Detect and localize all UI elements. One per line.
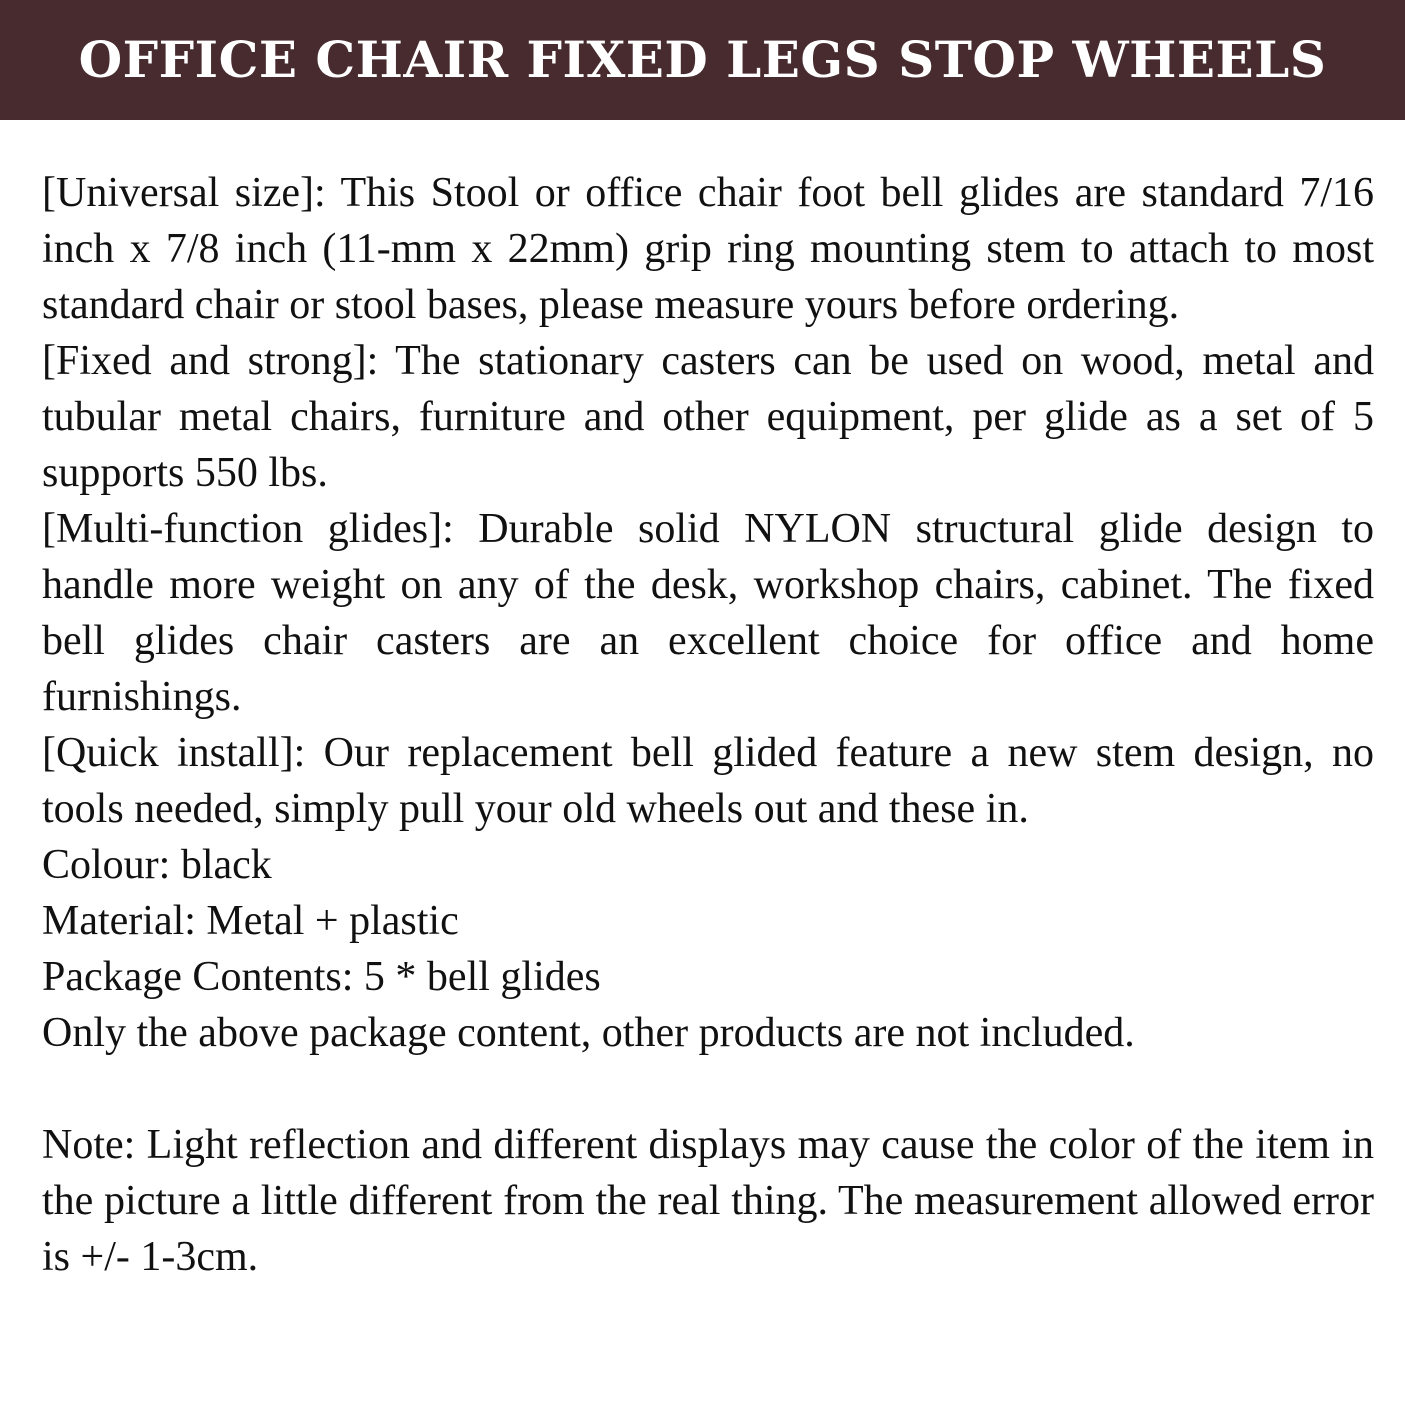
spec-disclaimer: Only the above package content, other products are not included. xyxy=(42,1010,1135,1056)
product-description xyxy=(42,165,1374,1285)
feature-quick-install: [Quick install]: Our replacement bell glided feature a new stem design, no tools needed, simply pull your old wheels out and these in. xyxy=(42,730,1374,832)
feature-multi-function-glides: [Multi-function glides]: Durable solid NYLON structural glide design to handle more weight on any of the desk, workshop chairs, cabinet. The fixed bell glides chair casters are an excellent choice for office and home furnishings. xyxy=(42,506,1374,720)
title-banner xyxy=(0,0,1405,120)
feature-fixed-and-strong: [Fixed and strong]: The stationary casters can be used on wood, metal and tubular metal chairs, furniture and other equipment, per glide as a set of 5 supports 550 lbs. xyxy=(42,338,1374,496)
spec-material: Material: Metal + plastic xyxy=(42,898,459,944)
section-divider-space xyxy=(42,1061,1374,1117)
feature-universal-size: [Universal size]: This Stool or office chair foot bell glides are standard 7/16 inch x 7/8 inch (11-mm x 22mm) grip ring mounting stem to attach to most standard chair or stool bases, please measure yours before ordering. xyxy=(42,170,1374,328)
page-title: OFFICE CHAIR FIXED LEGS STOP WHEELS xyxy=(78,29,1327,89)
note-paragraph: Note: Light reflection and different displays may cause the color of the item in the picture a little different from the real thing. The measurement allowed error is +/- 1-3cm. xyxy=(42,1122,1374,1280)
spec-colour: Colour: black xyxy=(42,842,272,888)
spec-package-contents: Package Contents: 5 * bell glides xyxy=(42,954,601,1000)
